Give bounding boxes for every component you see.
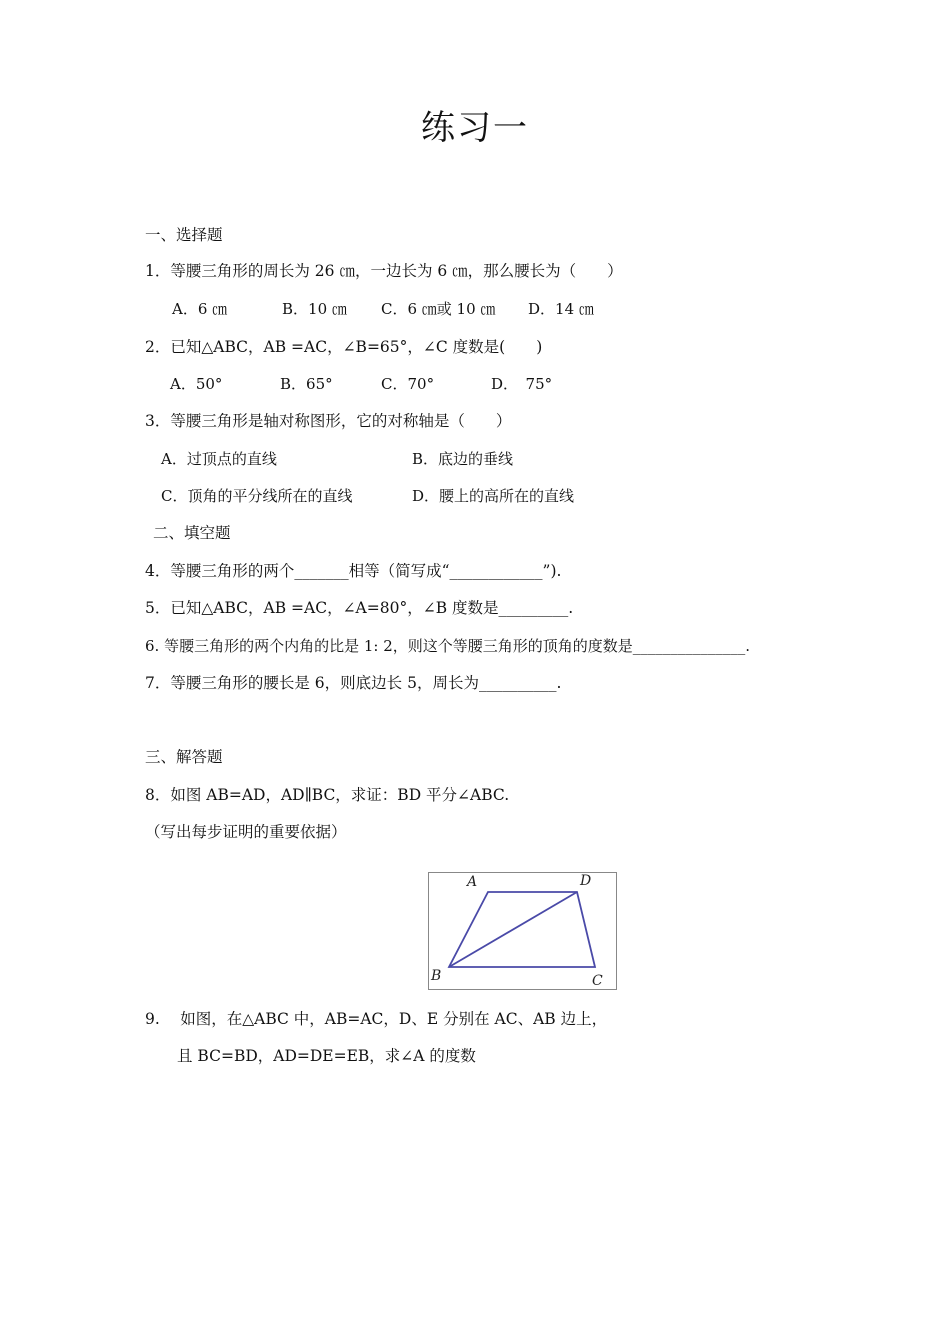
q1-option-b: B．10 ㎝	[282, 300, 347, 318]
question-9-line-1: 9. 如图，在△ABC 中，AB=AC，D、E 分别在 AC、AB 边上，	[145, 1010, 608, 1028]
question-7: 7．等腰三角形的腰长是 6，则底边长 5，周长为__________.	[145, 674, 562, 692]
q3-option-c: C．顶角的平分线所在的直线	[161, 487, 353, 505]
q3-option-d: D．腰上的高所在的直线	[412, 487, 575, 505]
q2-option-d: D． 75°	[491, 375, 553, 393]
section-multiple-choice: 一、选择题	[145, 226, 223, 244]
question-1: 1．等腰三角形的周长为 26 ㎝，一边长为 6 ㎝，那么腰长为（ ）	[145, 262, 623, 280]
question-8: 8．如图 AB=AD，AD∥BC，求证：BD 平分∠ABC.	[145, 786, 510, 804]
q1-option-c: C．6 ㎝或 10 ㎝	[381, 300, 496, 318]
question-6: 6. 等腰三角形的两个内角的比是 1: 2，则这个等腰三角形的顶角的度数是_______________.	[145, 637, 751, 655]
trapezoid-diagram	[429, 873, 616, 989]
question-2: 2．已知△ABC，AB =AC，∠B=65°，∠C 度数是( )	[145, 338, 543, 356]
page-title: 练习一	[421, 108, 529, 148]
q3-option-b: B．底边的垂线	[412, 450, 514, 468]
question-8-note: （写出每步证明的重要依据）	[145, 823, 347, 841]
vertex-label-a: A	[467, 874, 478, 890]
q2-option-c: C．70°	[381, 375, 435, 393]
question-3: 3．等腰三角形是轴对称图形，它的对称轴是（ ）	[145, 412, 512, 430]
vertex-label-b: B	[431, 968, 442, 984]
trapezoid-figure	[428, 872, 617, 990]
q2-option-a: A．50°	[170, 375, 223, 393]
question-4: 4．等腰三角形的两个_______相等（简写成“____________”).	[145, 562, 562, 580]
question-5: 5．已知△ABC，AB =AC，∠A=80°，∠B 度数是_________.	[145, 599, 574, 617]
trapezoid-outline	[449, 892, 595, 967]
section-fill-in: 二、填空题	[153, 524, 231, 542]
q3-option-a: A．过顶点的直线	[161, 450, 277, 468]
q1-option-d: D．14 ㎝	[528, 300, 594, 318]
section-answer: 三、解答题	[145, 748, 223, 766]
question-9-line-2: 且 BC=BD，AD=DE=EB，求∠A 的度数	[177, 1047, 476, 1065]
vertex-label-d: D	[580, 873, 592, 889]
vertex-label-c: C	[592, 973, 603, 989]
q1-option-a: A．6 ㎝	[172, 300, 228, 318]
q2-option-b: B．65°	[280, 375, 333, 393]
